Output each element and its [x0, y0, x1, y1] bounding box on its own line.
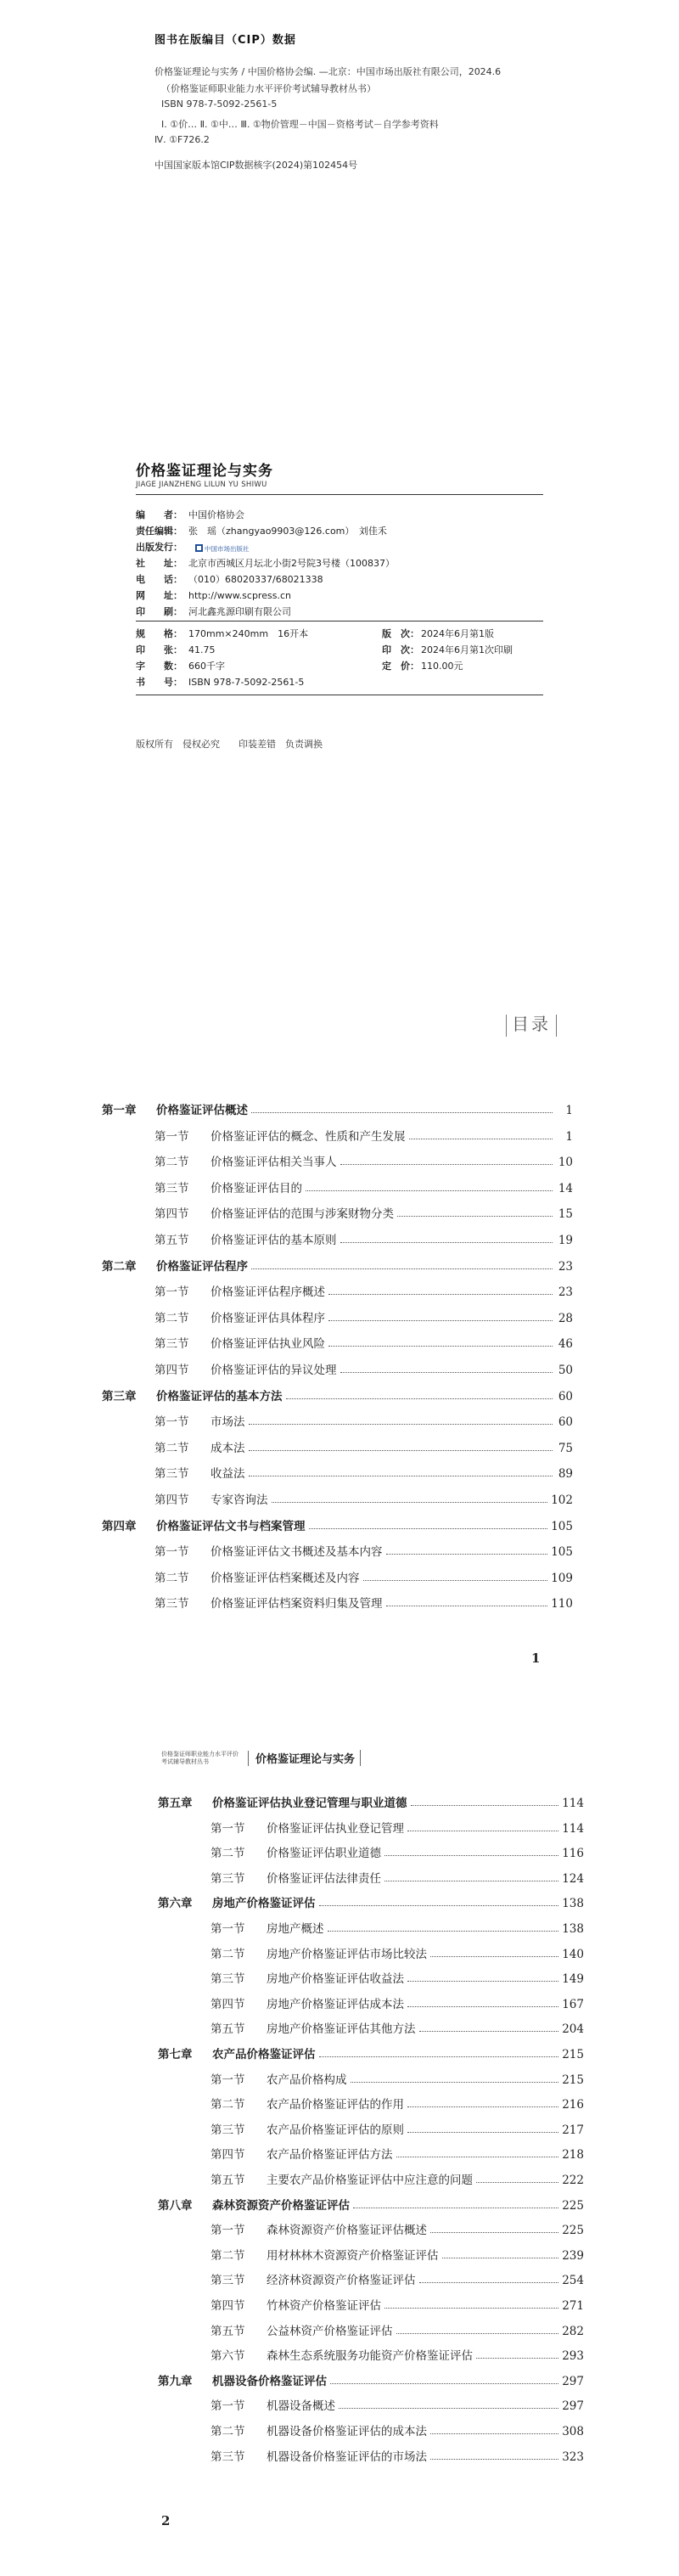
toc-entry-title: 房地产价格鉴证评估收益法 [267, 1972, 404, 1987]
toc-section-row[interactable] [102, 1282, 573, 1299]
toc-entry-page: 124 [562, 1871, 584, 1886]
toc-entry-number: 第六章 [158, 1897, 193, 1911]
toc-entry-number: 第七章 [158, 2048, 193, 2061]
toc-entry-page: 297 [562, 2374, 584, 2388]
toc-entry-title: 价格鉴证评估档案概述及内容 [210, 1571, 360, 1585]
publisher-logo [195, 543, 249, 553]
cip-line: ISBN 978-7-5092-2561-5 [161, 98, 278, 110]
toc-leader-dots [319, 2056, 559, 2057]
toc-entry-page: 14 [558, 1181, 573, 1195]
info-row [136, 605, 291, 618]
toc-entry-page: 217 [562, 2123, 584, 2137]
toc-leader-dots [328, 1320, 553, 1321]
toc-leader-dots [251, 1268, 553, 1269]
toc-entry-title: 机器设备价格鉴证评估的成本法 [267, 2425, 427, 2438]
toc-leader-dots [330, 2383, 558, 2384]
toc-section-row[interactable] [158, 2170, 584, 2187]
info-label: 印 刷： [136, 606, 182, 617]
toc-section-row[interactable] [102, 1568, 573, 1585]
toc-entry-number: 第四节 [210, 2148, 245, 2163]
toc-entry-page: 23 [558, 1285, 573, 1300]
info-row [136, 524, 387, 537]
toc-chapter-row[interactable] [102, 1516, 573, 1533]
toc-entry-page: 216 [562, 2098, 584, 2112]
divider [136, 494, 543, 495]
toc-section-row[interactable] [158, 2346, 584, 2363]
toc-entry-number: 第一节 [210, 1821, 245, 1836]
toc-heading-bar [556, 1015, 557, 1037]
toc-entry-title: 价格鉴证评估文书与档案管理 [156, 1519, 306, 1533]
info-label: 印 次： [382, 644, 419, 655]
toc-leader-dots [407, 2106, 558, 2107]
toc-entry-page: 167 [562, 1997, 584, 2011]
toc-leader-dots [430, 2433, 558, 2434]
toc-entry-number: 第三节 [210, 2274, 245, 2288]
toc-entry-page: 50 [558, 1364, 573, 1377]
toc-entry-number: 第二节 [210, 2098, 245, 2112]
toc-section-row[interactable] [158, 1869, 584, 1886]
toc-entry-page: 140 [562, 1947, 584, 1961]
toc-entry-number: 第三章 [102, 1389, 137, 1403]
toc-section-row[interactable] [158, 2070, 584, 2087]
info-label: 责任编辑： [136, 526, 182, 537]
toc-entry-number: 第六节 [210, 2349, 245, 2364]
info-value: 河北鑫兆源印刷有限公司 [188, 606, 291, 617]
toc-entry-number: 第四节 [154, 1493, 189, 1507]
toc-entry-number: 第一节 [210, 2399, 245, 2414]
toc-section-row[interactable] [158, 2246, 584, 2263]
info-row [136, 659, 225, 672]
info-label: 电 话： [136, 574, 182, 585]
toc-entry-title: 机器设备价格鉴证评估的市场法 [267, 2449, 427, 2464]
info-label: 版 次： [382, 628, 419, 639]
info-label: 网 址： [136, 590, 182, 601]
cip-line: 中国国家版本馆CIP数据核字(2024)第102454号 [154, 160, 358, 171]
toc-entry-title: 价格鉴证评估的基本方法 [156, 1389, 283, 1403]
toc-section-row[interactable] [158, 2019, 584, 2036]
cip-line: 价格鉴证理论与实务 / 中国价格协会编. —北京：中国市场出版社有限公司，2024.6 [154, 66, 502, 77]
toc-leader-dots [272, 1502, 548, 1503]
toc-entry-page: 116 [562, 1847, 584, 1861]
toc-entry-title: 用材林林木资源资产价格鉴证评估 [267, 2248, 439, 2263]
toc-entry-page: 46 [558, 1337, 573, 1352]
toc-entry-page: 225 [562, 2198, 584, 2213]
info-label: 印 张： [136, 644, 182, 655]
toc-leader-dots [419, 2031, 559, 2032]
toc-entry-page: 114 [562, 1821, 584, 1836]
toc-entry-page: 138 [562, 1922, 584, 1936]
cip-line: （价格鉴证师职业能力水平评价考试辅导教材丛书） [161, 83, 376, 94]
info-row [136, 572, 323, 586]
toc-entry-page: 215 [562, 2048, 584, 2061]
info-value: （010）68020337/68021338 [188, 574, 323, 585]
toc-entry-title: 价格鉴证评估执业登记管理与职业道德 [212, 1797, 407, 1810]
toc-entry-title: 价格鉴证评估档案资料归集及管理 [210, 1597, 383, 1611]
toc-entry-number: 第一节 [210, 2073, 245, 2087]
toc-entry-title: 价格鉴证评估执业风险 [210, 1337, 325, 1352]
toc-section-row[interactable] [102, 1152, 573, 1169]
toc-section-row[interactable] [158, 1944, 584, 1961]
toc-entry-number: 第三节 [210, 1972, 245, 1987]
info-row [382, 659, 463, 672]
toc-entry-title: 主要农产品价格鉴证评估中应注意的问题 [267, 2174, 473, 2187]
toc-entry-page: 239 [562, 2248, 584, 2263]
toc-entry-number: 第一节 [154, 1129, 189, 1144]
cip-line: Ⅰ. ①价… Ⅱ. ①中… Ⅲ. ①物价管理－中国－资格考试－自学参考资料 [161, 119, 439, 130]
toc-entry-page: 308 [562, 2425, 584, 2438]
toc-leader-dots [407, 2132, 558, 2133]
info-label: 书 号： [136, 677, 182, 688]
info-label: 定 价： [382, 661, 419, 672]
publisher-logo-text: 中国市场出版社 [204, 544, 249, 553]
toc-section-row[interactable] [158, 2421, 584, 2438]
toc-leader-dots [340, 1164, 553, 1165]
toc-leader-dots [430, 1956, 558, 1957]
toc-entry-number: 第三节 [154, 1467, 189, 1482]
info-row [136, 556, 395, 570]
toc-entry-page: 138 [562, 1897, 584, 1911]
toc-leader-dots [306, 1190, 553, 1191]
toc-entry-number: 第二节 [154, 1441, 189, 1455]
toc-entry-page: 323 [562, 2449, 584, 2464]
toc-entry-page: 149 [562, 1972, 584, 1987]
toc-entry-number: 第二节 [154, 1156, 189, 1170]
toc-leader-dots [476, 2182, 558, 2183]
info-value: 110.00元 [421, 661, 463, 672]
toc-chapter-row[interactable] [102, 1100, 573, 1117]
toc-chapter-row[interactable] [158, 2371, 584, 2388]
info-value: 张 瑶（zhangyao9903@126.com） 刘佳禾 [188, 526, 387, 537]
toc-leader-dots [407, 1981, 558, 1982]
toc-section-row[interactable] [158, 1969, 584, 1986]
info-row [136, 508, 244, 521]
info-row [136, 588, 291, 602]
toc-entry-title: 房地产价格鉴证评估市场比较法 [267, 1947, 427, 1961]
toc-leader-dots [351, 2082, 559, 2083]
toc-entry-number: 第五节 [210, 2174, 245, 2187]
info-label: 社 址： [136, 558, 182, 569]
toc-entry-number: 第一节 [210, 1922, 245, 1936]
toc-heading-text: 目录 [512, 1014, 551, 1034]
info-row [136, 627, 308, 640]
toc-entry-page: 28 [558, 1311, 573, 1325]
toc-entry-number: 第一节 [154, 1415, 189, 1430]
toc-entry-title: 价格鉴证评估程序 [156, 1259, 248, 1274]
toc-entry-page: 89 [558, 1467, 573, 1482]
toc-entry-page: 204 [562, 2022, 584, 2037]
toc-entry-title: 专家咨询法 [210, 1493, 268, 1507]
toc-section-row[interactable] [158, 2321, 584, 2338]
running-header-title: 价格鉴证理论与实务 [249, 1750, 361, 1766]
toc-leader-dots [328, 1294, 553, 1295]
toc-leader-dots [251, 1112, 553, 1113]
toc-entry-page: 110 [551, 1597, 573, 1611]
toc-entry-page: 75 [558, 1441, 573, 1455]
toc-leader-dots [397, 1216, 553, 1217]
toc-entry-title: 价格鉴证评估的范围与涉案财物分类 [210, 1207, 394, 1222]
info-value: 170mm×240mm 16开本 [188, 628, 309, 639]
toc-entry-page: 271 [562, 2299, 584, 2313]
toc-leader-dots [340, 1242, 553, 1243]
toc-entry-page: 19 [558, 1234, 573, 1247]
toc-entry-title: 房地产概述 [267, 1922, 324, 1936]
toc-leader-dots [396, 2333, 559, 2334]
toc-entry-title: 价格鉴证评估执业登记管理 [267, 1821, 404, 1836]
toc-entry-number: 第二节 [210, 1947, 245, 1961]
toc-leader-dots [476, 2358, 558, 2359]
toc-entry-page: 1 [565, 1104, 573, 1117]
toc-chapter-row[interactable] [158, 2044, 584, 2061]
info-row [136, 643, 216, 656]
info-value: 2024年6月第1次印刷 [421, 644, 513, 655]
toc-entry-title: 价格鉴证评估的概念、性质和产生发展 [210, 1129, 406, 1144]
toc-heading-bar [506, 1015, 507, 1037]
info-value: 北京市西城区月坛北小街2号院3号楼（100837） [188, 558, 395, 569]
toc-entry-title: 价格鉴证评估的异议处理 [210, 1364, 337, 1377]
toc-heading [501, 1010, 562, 1037]
toc-entry-number: 第二节 [210, 2425, 245, 2438]
toc-leader-dots [419, 2282, 559, 2283]
toc-entry-number: 第二章 [102, 1259, 137, 1274]
info-value: 660千字 [188, 661, 225, 672]
toc-entry-title: 价格鉴证评估概述 [156, 1104, 248, 1117]
toc-entry-title: 农产品价格构成 [267, 2073, 347, 2087]
toc-entry-title: 竹林资产价格鉴证评估 [267, 2299, 381, 2313]
toc-entry-number: 第一节 [154, 1285, 189, 1300]
toc-section-row[interactable] [102, 1127, 573, 1144]
toc-entry-title: 价格鉴证评估目的 [210, 1181, 302, 1195]
toc-entry-number: 第四节 [154, 1364, 189, 1377]
toc-entry-title: 房地产价格鉴证评估成本法 [267, 1997, 404, 2011]
toc-entry-title: 农产品价格鉴证评估 [212, 2048, 316, 2061]
toc-entry-page: 215 [562, 2073, 584, 2087]
toc-entry-title: 价格鉴证评估职业道德 [267, 1847, 381, 1861]
info-value: 中国价格协会 [188, 509, 244, 520]
toc-chapter-row[interactable] [158, 1893, 584, 1910]
toc-section-row[interactable] [102, 1230, 573, 1247]
toc-section-row[interactable] [158, 1919, 584, 1936]
toc-entry-page: 60 [558, 1389, 573, 1403]
info-label: 字 数： [136, 661, 182, 672]
toc-entry-title: 价格鉴证评估的基本原则 [210, 1234, 337, 1247]
toc-leader-dots [363, 1580, 548, 1581]
toc-section-row[interactable] [158, 2220, 584, 2237]
toc-entry-title: 价格鉴证评估具体程序 [210, 1311, 325, 1325]
toc-leader-dots [319, 1905, 559, 1906]
toc-section-row[interactable] [102, 1594, 573, 1611]
toc-entry-title: 价格鉴证评估法律责任 [267, 1871, 381, 1886]
toc-entry-title: 市场法 [210, 1415, 245, 1430]
toc-section-row[interactable] [158, 2270, 584, 2287]
toc-leader-dots [384, 2308, 558, 2309]
toc-entry-title: 房地产价格鉴证评估其他方法 [267, 2022, 416, 2037]
toc-leader-dots [249, 1424, 553, 1425]
toc-entry-number: 第九章 [158, 2374, 193, 2388]
toc-entry-page: 114 [562, 1797, 584, 1810]
toc-entry-page: 254 [562, 2274, 584, 2288]
toc-leader-dots [340, 1372, 553, 1373]
toc-entry-number: 第四节 [210, 2299, 245, 2313]
toc-entry-title: 森林资源资产价格鉴证评估概述 [267, 2224, 427, 2238]
toc-entry-title: 价格鉴证评估程序概述 [210, 1285, 325, 1300]
toc-section-row[interactable] [158, 2120, 584, 2137]
info-row [382, 643, 513, 656]
info-value: 41.75 [188, 644, 216, 655]
toc-entry-number: 第二节 [210, 1847, 245, 1861]
toc-section-row[interactable] [102, 1464, 573, 1481]
toc-leader-dots [386, 1554, 548, 1555]
toc-entry-number: 第三节 [154, 1597, 189, 1611]
toc-entry-title: 价格鉴证评估文书概述及基本内容 [210, 1545, 383, 1560]
toc-leader-dots [328, 1346, 553, 1347]
toc-section-row[interactable] [158, 1994, 584, 2011]
toc-entry-title: 机器设备价格鉴证评估 [212, 2374, 327, 2388]
toc-entry-number: 第三节 [154, 1181, 189, 1195]
toc-section-row[interactable] [102, 1542, 573, 1559]
toc-entry-number: 第四章 [102, 1519, 137, 1533]
info-label: 出版发行： [136, 542, 182, 553]
rights-notice: 版权所有 侵权必究 印装差错 负责调换 [136, 739, 323, 750]
toc-section-row[interactable] [102, 1412, 573, 1429]
toc-entry-page: 102 [551, 1493, 573, 1507]
info-row [136, 540, 249, 554]
info-row [382, 627, 494, 640]
toc-entry-title: 森林生态系统服务功能资产价格鉴证评估 [267, 2349, 473, 2364]
running-header-series: 价格鉴证师职业能力水平评价考试辅导教材丛书 [161, 1751, 249, 1766]
toc-section-row[interactable] [158, 2095, 584, 2112]
toc-entry-number: 第三节 [154, 1337, 189, 1352]
toc-entry-title: 公益林资产价格鉴证评估 [267, 2324, 393, 2338]
toc-entry-title: 机器设备概述 [267, 2399, 335, 2414]
toc-section-row[interactable] [158, 2296, 584, 2313]
cip-line: Ⅳ. ①F726.2 [154, 134, 210, 145]
toc-entry-number: 第二节 [154, 1311, 189, 1325]
toc-entry-number: 第三节 [210, 2449, 245, 2464]
toc-leader-dots [407, 2006, 558, 2007]
book-pinyin: JIAGE JIANZHENG LILUN YU SHIWU [136, 481, 267, 489]
divider [136, 621, 543, 622]
toc-entry-page: 105 [551, 1545, 573, 1560]
toc-section-row[interactable] [158, 2447, 584, 2464]
toc-entry-number: 第三节 [210, 2123, 245, 2137]
toc-section-row[interactable] [102, 1360, 573, 1377]
toc-entry-number: 第四节 [154, 1207, 189, 1222]
toc-entry-page: 60 [558, 1415, 573, 1430]
toc-leader-dots [249, 1450, 553, 1451]
info-value: 2024年6月第1版 [421, 628, 494, 639]
toc-leader-dots [411, 1805, 559, 1806]
toc-leader-dots [384, 1855, 558, 1856]
toc-entry-number: 第二节 [154, 1571, 189, 1585]
toc-entry-page: 222 [562, 2174, 584, 2187]
info-value: ISBN 978-7-5092-2561-5 [188, 677, 305, 688]
toc-leader-dots [430, 2232, 558, 2233]
toc-entry-page: 297 [562, 2399, 584, 2414]
toc-section-row[interactable] [158, 1819, 584, 1836]
toc-entry-page: 282 [562, 2324, 584, 2338]
toc-entry-title: 森林资源资产价格鉴证评估 [212, 2198, 350, 2213]
running-header [161, 1750, 361, 1766]
toc-entry-number: 第三节 [210, 1871, 245, 1886]
toc-chapter-row[interactable] [102, 1386, 573, 1403]
toc-section-row[interactable] [102, 1178, 573, 1195]
toc-entry-number: 第二节 [210, 2248, 245, 2263]
cip-heading: 图书在版编目（CIP）数据 [154, 34, 296, 47]
toc-section-row[interactable] [102, 1204, 573, 1221]
toc-entry-number: 第四节 [210, 1997, 245, 2011]
toc-section-row[interactable] [158, 1843, 584, 1860]
toc-entry-title: 收益法 [210, 1467, 245, 1482]
page-number: 2 [161, 2513, 171, 2528]
toc-section-row[interactable] [102, 1438, 573, 1455]
toc-entry-page: 1 [565, 1129, 573, 1144]
toc-leader-dots [309, 1528, 548, 1529]
toc-entry-number: 第五节 [210, 2022, 245, 2037]
toc-section-row[interactable] [102, 1490, 573, 1507]
toc-section-row[interactable] [102, 1334, 573, 1351]
toc-chapter-row[interactable] [158, 2196, 584, 2213]
toc-entry-page: 23 [558, 1259, 573, 1274]
info-label: 编 者： [136, 509, 182, 520]
toc-entry-title: 房地产价格鉴证评估 [212, 1897, 316, 1911]
toc-section-row[interactable] [158, 2396, 584, 2413]
info-label: 规 格： [136, 628, 182, 639]
toc-chapter-row[interactable] [102, 1257, 573, 1274]
toc-entry-number: 第一节 [154, 1545, 189, 1560]
info-value: http://www.scpress.cn [188, 590, 291, 601]
toc-entry-title: 成本法 [210, 1441, 245, 1455]
toc-entry-page: 10 [558, 1156, 573, 1170]
toc-entry-title: 农产品价格鉴证评估的作用 [267, 2098, 404, 2112]
toc-entry-number: 第五节 [154, 1234, 189, 1247]
toc-entry-number: 第八章 [158, 2198, 193, 2213]
toc-entry-page: 293 [562, 2349, 584, 2364]
toc-section-row[interactable] [158, 2145, 584, 2162]
toc-leader-dots [339, 2408, 558, 2409]
toc-entry-page: 225 [562, 2224, 584, 2238]
toc-section-row[interactable] [102, 1308, 573, 1325]
toc-entry-title: 农产品价格鉴证评估的原则 [267, 2123, 404, 2137]
toc-entry-title: 农产品价格鉴证评估方法 [267, 2148, 393, 2163]
toc-leader-dots [286, 1398, 553, 1399]
toc-leader-dots [328, 1931, 559, 1932]
book-title: 价格鉴证理论与实务 [136, 463, 273, 480]
toc-entry-title: 价格鉴证评估相关当事人 [210, 1156, 337, 1170]
toc-entry-page: 105 [551, 1519, 573, 1533]
info-row [136, 675, 304, 689]
toc-entry-page: 218 [562, 2148, 584, 2163]
toc-entry-number: 第一节 [210, 2224, 245, 2238]
toc-entry-title: 经济林资源资产价格鉴证评估 [267, 2274, 416, 2288]
toc-entry-page: 109 [551, 1571, 573, 1585]
toc-entry-number: 第五节 [210, 2324, 245, 2338]
toc-entry-number: 第一章 [102, 1104, 137, 1117]
toc-entry-number: 第五章 [158, 1797, 193, 1810]
toc-leader-dots [430, 2459, 558, 2460]
toc-entry-page: 15 [558, 1207, 573, 1222]
toc-chapter-row[interactable] [158, 1793, 584, 1810]
page-number: 1 [531, 1651, 541, 1666]
